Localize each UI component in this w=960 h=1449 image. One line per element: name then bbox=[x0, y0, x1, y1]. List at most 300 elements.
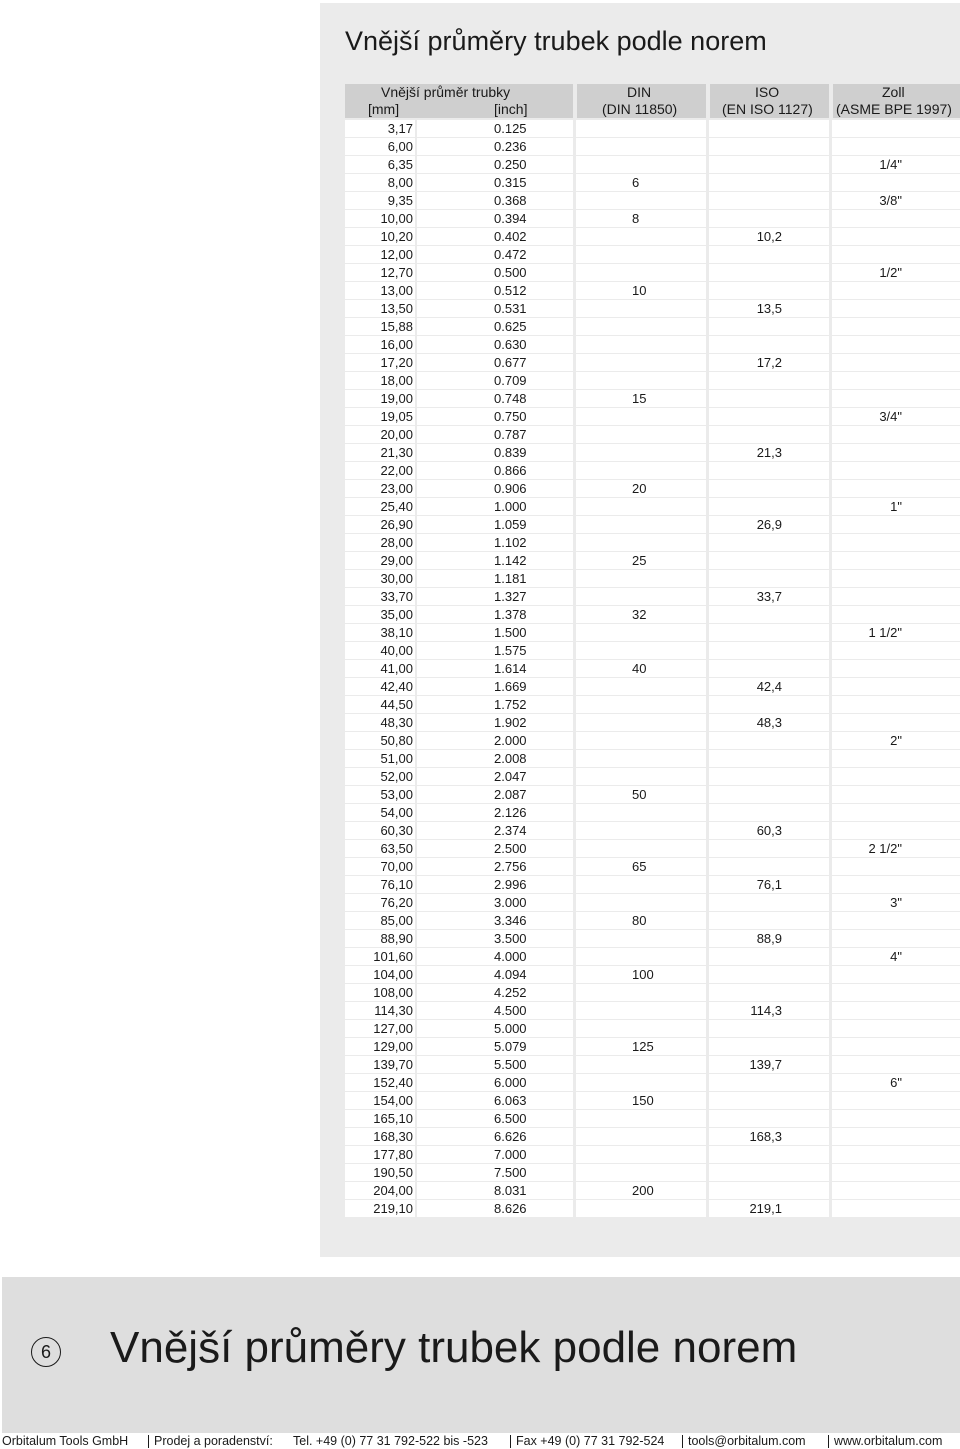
table-row bbox=[345, 1110, 960, 1127]
cell-mm-value: 41,00 bbox=[380, 661, 413, 676]
cell-zoll bbox=[832, 408, 960, 425]
cell-inch bbox=[417, 444, 573, 461]
cell-zoll bbox=[832, 876, 960, 893]
cell-inch bbox=[417, 804, 573, 821]
header-divider bbox=[829, 84, 833, 118]
cell-zoll bbox=[832, 444, 960, 461]
cell-inch bbox=[417, 228, 573, 245]
cell-zoll-value: 1 1/2" bbox=[868, 625, 902, 640]
cell-mm-value: 15,88 bbox=[380, 319, 413, 334]
cell-inch bbox=[417, 966, 573, 983]
cell-mm-value: 33,70 bbox=[380, 589, 413, 604]
cell-din bbox=[576, 228, 706, 245]
cell-iso bbox=[709, 1092, 829, 1109]
cell-inch-value: 2.126 bbox=[494, 805, 527, 820]
cell-din bbox=[576, 480, 706, 497]
cell-iso-value: 42,4 bbox=[756, 679, 782, 694]
cell-inch-value: 1.378 bbox=[494, 607, 527, 622]
cell-din bbox=[576, 1074, 706, 1091]
cell-iso bbox=[709, 390, 829, 407]
cell-inch-value: 0.531 bbox=[494, 301, 527, 316]
cell-inch bbox=[417, 426, 573, 443]
cell-mm-value: 204,00 bbox=[373, 1183, 413, 1198]
cell-inch bbox=[417, 1038, 573, 1055]
cell-din-value: 40 bbox=[632, 661, 647, 676]
cell-zoll bbox=[832, 984, 960, 1001]
cell-zoll bbox=[832, 246, 960, 263]
cell-zoll-value: 1/2" bbox=[879, 265, 902, 280]
table-row bbox=[345, 912, 960, 929]
cell-iso bbox=[709, 138, 829, 155]
table-row bbox=[345, 336, 960, 353]
cell-inch-value: 1.752 bbox=[494, 697, 527, 712]
cell-zoll-value: 2" bbox=[890, 733, 902, 748]
cell-iso bbox=[709, 1056, 829, 1073]
header-divider bbox=[706, 84, 710, 118]
cell-mm-value: 18,00 bbox=[380, 373, 413, 388]
cell-mm bbox=[345, 840, 415, 857]
table-row bbox=[345, 120, 960, 137]
table-row bbox=[345, 930, 960, 947]
cell-inch-value: 0.630 bbox=[494, 337, 527, 352]
cell-iso bbox=[709, 1164, 829, 1181]
cell-zoll bbox=[832, 192, 960, 209]
cell-mm-value: 40,00 bbox=[380, 643, 413, 658]
cell-din-value: 150 bbox=[632, 1093, 654, 1108]
cell-mm bbox=[345, 408, 415, 425]
cell-din bbox=[576, 750, 706, 767]
cell-din bbox=[576, 408, 706, 425]
cell-zoll bbox=[832, 894, 960, 911]
cell-inch bbox=[417, 1128, 573, 1145]
table-row bbox=[345, 210, 960, 227]
cell-din bbox=[576, 552, 706, 569]
cell-inch bbox=[417, 336, 573, 353]
table-body bbox=[345, 120, 960, 1218]
cell-zoll-value: 4" bbox=[890, 949, 902, 964]
table-row bbox=[345, 876, 960, 893]
cell-zoll bbox=[832, 264, 960, 281]
cell-mm-value: 17,20 bbox=[380, 355, 413, 370]
cell-zoll bbox=[832, 210, 960, 227]
cell-mm bbox=[345, 768, 415, 785]
cell-inch bbox=[417, 192, 573, 209]
cell-mm-value: 16,00 bbox=[380, 337, 413, 352]
table-row bbox=[345, 1128, 960, 1145]
footer-email[interactable]: tools@orbitalum.com bbox=[688, 1434, 806, 1448]
cell-inch bbox=[417, 1182, 573, 1199]
cell-inch bbox=[417, 552, 573, 569]
cell-din bbox=[576, 462, 706, 479]
header-inch: [inch] bbox=[494, 101, 528, 117]
cell-zoll bbox=[832, 120, 960, 137]
cell-din bbox=[576, 678, 706, 695]
table-row bbox=[345, 228, 960, 245]
cell-inch bbox=[417, 1092, 573, 1109]
cell-mm-value: 152,40 bbox=[373, 1075, 413, 1090]
footer-fax: Fax +49 (0) 77 31 792-524 bbox=[516, 1434, 665, 1448]
cell-inch-value: 0.709 bbox=[494, 373, 527, 388]
cell-mm bbox=[345, 804, 415, 821]
cell-mm bbox=[345, 534, 415, 551]
cell-mm-value: 23,00 bbox=[380, 481, 413, 496]
cell-zoll bbox=[832, 480, 960, 497]
cell-din bbox=[576, 930, 706, 947]
cell-inch bbox=[417, 696, 573, 713]
cell-inch bbox=[417, 1074, 573, 1091]
cell-iso bbox=[709, 696, 829, 713]
cell-iso bbox=[709, 318, 829, 335]
cell-iso-value: 139,7 bbox=[749, 1057, 782, 1072]
cell-inch bbox=[417, 1002, 573, 1019]
cell-iso-value: 114,3 bbox=[750, 1003, 782, 1018]
cell-zoll bbox=[832, 840, 960, 857]
cell-inch bbox=[417, 372, 573, 389]
cell-din-value: 10 bbox=[632, 283, 647, 298]
cell-inch-value: 2.047 bbox=[494, 769, 527, 784]
table-row bbox=[345, 1074, 960, 1091]
cell-zoll bbox=[832, 570, 960, 587]
cell-iso bbox=[709, 426, 829, 443]
cell-mm bbox=[345, 426, 415, 443]
cell-inch-value: 0.394 bbox=[494, 211, 527, 226]
cell-mm bbox=[345, 912, 415, 929]
cell-iso bbox=[709, 264, 829, 281]
cell-inch-value: 8.626 bbox=[494, 1201, 527, 1216]
cell-din-value: 32 bbox=[632, 607, 647, 622]
cell-inch bbox=[417, 732, 573, 749]
cell-mm-value: 25,40 bbox=[380, 499, 413, 514]
cell-inch-value: 0.402 bbox=[494, 229, 527, 244]
cell-zoll bbox=[832, 966, 960, 983]
table-row bbox=[345, 642, 960, 659]
table-row bbox=[345, 282, 960, 299]
cell-mm bbox=[345, 984, 415, 1001]
cell-din-value: 25 bbox=[632, 553, 647, 568]
cell-inch-value: 2.008 bbox=[494, 751, 527, 766]
table-row bbox=[345, 966, 960, 983]
cell-iso bbox=[709, 750, 829, 767]
cell-inch-value: 6.626 bbox=[494, 1129, 527, 1144]
cell-din-value: 200 bbox=[632, 1183, 654, 1198]
table-row bbox=[345, 1002, 960, 1019]
cell-zoll bbox=[832, 930, 960, 947]
cell-iso bbox=[709, 570, 829, 587]
cell-mm bbox=[345, 210, 415, 227]
cell-mm bbox=[345, 228, 415, 245]
cell-mm-value: 48,30 bbox=[380, 715, 413, 730]
cell-mm bbox=[345, 354, 415, 371]
cell-inch-value: 2.996 bbox=[494, 877, 527, 892]
cell-mm-value: 88,90 bbox=[380, 931, 413, 946]
cell-inch-value: 2.374 bbox=[494, 823, 527, 838]
cell-din bbox=[576, 498, 706, 515]
cell-zoll bbox=[832, 588, 960, 605]
cell-zoll bbox=[832, 1146, 960, 1163]
cell-inch-value: 1.000 bbox=[494, 499, 527, 514]
cell-inch bbox=[417, 498, 573, 515]
cell-zoll bbox=[832, 768, 960, 785]
table-row bbox=[345, 714, 960, 731]
cell-zoll bbox=[832, 750, 960, 767]
cell-zoll bbox=[832, 228, 960, 245]
table-row bbox=[345, 570, 960, 587]
cell-mm-value: 6,00 bbox=[387, 139, 413, 154]
table-row bbox=[345, 300, 960, 317]
cell-iso bbox=[709, 912, 829, 929]
cell-din bbox=[576, 948, 706, 965]
footer-contact bbox=[0, 1433, 960, 1449]
cell-zoll bbox=[832, 516, 960, 533]
cell-zoll bbox=[832, 1056, 960, 1073]
cell-mm bbox=[345, 894, 415, 911]
footer-sales: Prodej a poradenství: bbox=[154, 1434, 273, 1448]
cell-inch-value: 0.839 bbox=[494, 445, 527, 460]
cell-din-value: 20 bbox=[632, 481, 647, 496]
cell-zoll bbox=[832, 138, 960, 155]
cell-zoll-value: 3/8" bbox=[879, 193, 902, 208]
cell-iso bbox=[709, 498, 829, 515]
header-mm: [mm] bbox=[368, 101, 400, 117]
cell-mm-value: 26,90 bbox=[380, 517, 413, 532]
cell-mm bbox=[345, 1128, 415, 1145]
cell-inch bbox=[417, 912, 573, 929]
cell-mm bbox=[345, 966, 415, 983]
cell-iso bbox=[709, 1182, 829, 1199]
cell-iso-value: 219,1 bbox=[749, 1201, 782, 1216]
cell-mm-value: 60,30 bbox=[380, 823, 413, 838]
cell-inch bbox=[417, 480, 573, 497]
cell-din bbox=[576, 858, 706, 875]
cell-inch bbox=[417, 822, 573, 839]
cell-din bbox=[576, 444, 706, 461]
cell-iso bbox=[709, 480, 829, 497]
cell-inch-value: 5.500 bbox=[494, 1057, 527, 1072]
cell-iso bbox=[709, 948, 829, 965]
cell-mm bbox=[345, 336, 415, 353]
cell-mm-value: 50,80 bbox=[380, 733, 413, 748]
table-row bbox=[345, 624, 960, 641]
cell-inch bbox=[417, 840, 573, 857]
cell-mm bbox=[345, 714, 415, 731]
cell-din bbox=[576, 210, 706, 227]
header-din-standard: (DIN 11850) bbox=[602, 101, 678, 117]
table-row bbox=[345, 480, 960, 497]
table-row bbox=[345, 426, 960, 443]
cell-zoll bbox=[832, 174, 960, 191]
cell-mm-value: 20,00 bbox=[380, 427, 413, 442]
cell-din bbox=[576, 660, 706, 677]
cell-inch-value: 1.575 bbox=[494, 643, 527, 658]
footer-web[interactable]: www.orbitalum.com bbox=[834, 1434, 943, 1448]
cell-inch-value: 0.866 bbox=[494, 463, 527, 478]
cell-inch bbox=[417, 156, 573, 173]
page-title: Vnější průměry trubek podle norem bbox=[345, 26, 767, 56]
cell-iso bbox=[709, 642, 829, 659]
cell-inch-value: 0.512 bbox=[494, 283, 527, 298]
cell-zoll bbox=[832, 498, 960, 515]
cell-iso bbox=[709, 930, 829, 947]
cell-iso bbox=[709, 732, 829, 749]
cell-zoll bbox=[832, 1038, 960, 1055]
cell-iso bbox=[709, 354, 829, 371]
cell-din bbox=[576, 570, 706, 587]
cell-mm bbox=[345, 1200, 415, 1217]
cell-din bbox=[576, 516, 706, 533]
cell-iso-value: 168,3 bbox=[749, 1129, 782, 1144]
cell-iso bbox=[709, 624, 829, 641]
cell-mm bbox=[345, 156, 415, 173]
table-row bbox=[345, 408, 960, 425]
cell-din bbox=[576, 156, 706, 173]
table-row bbox=[345, 840, 960, 857]
cell-mm bbox=[345, 1002, 415, 1019]
cell-inch bbox=[417, 1200, 573, 1217]
cell-din bbox=[576, 642, 706, 659]
table-row bbox=[345, 372, 960, 389]
cell-iso bbox=[709, 1074, 829, 1091]
cell-iso bbox=[709, 1038, 829, 1055]
cell-zoll bbox=[832, 462, 960, 479]
table-row bbox=[345, 588, 960, 605]
cell-zoll bbox=[832, 354, 960, 371]
cell-mm-value: 168,30 bbox=[373, 1129, 413, 1144]
cell-zoll bbox=[832, 948, 960, 965]
cell-zoll bbox=[832, 390, 960, 407]
cell-din-value: 15 bbox=[632, 391, 647, 406]
cell-mm-value: 51,00 bbox=[380, 751, 413, 766]
cell-iso-value: 26,9 bbox=[756, 517, 782, 532]
cell-inch-value: 6.500 bbox=[494, 1111, 527, 1126]
cell-mm-value: 127,00 bbox=[373, 1021, 413, 1036]
table-row bbox=[345, 318, 960, 335]
cell-mm-value: 22,00 bbox=[380, 463, 413, 478]
cell-mm-value: 104,00 bbox=[373, 967, 413, 982]
cell-inch-value: 0.472 bbox=[494, 247, 527, 262]
table-row bbox=[345, 750, 960, 767]
cell-iso bbox=[709, 408, 829, 425]
cell-iso bbox=[709, 858, 829, 875]
footer-separator bbox=[828, 1435, 829, 1448]
cell-mm bbox=[345, 318, 415, 335]
cell-zoll bbox=[832, 534, 960, 551]
cell-din bbox=[576, 192, 706, 209]
cell-zoll bbox=[832, 678, 960, 695]
cell-mm-value: 10,20 bbox=[380, 229, 413, 244]
table-row bbox=[345, 1200, 960, 1217]
cell-iso bbox=[709, 444, 829, 461]
table-row bbox=[345, 534, 960, 551]
cell-iso bbox=[709, 768, 829, 785]
cell-mm bbox=[345, 588, 415, 605]
table-row bbox=[345, 1164, 960, 1181]
cell-iso bbox=[709, 534, 829, 551]
cell-din bbox=[576, 300, 706, 317]
cell-inch bbox=[417, 894, 573, 911]
cell-inch bbox=[417, 768, 573, 785]
cell-mm bbox=[345, 786, 415, 803]
cell-inch bbox=[417, 858, 573, 875]
cell-mm bbox=[345, 1092, 415, 1109]
header-iso-standard: (EN ISO 1127) bbox=[722, 101, 813, 117]
cell-inch bbox=[417, 750, 573, 767]
header-divider bbox=[573, 84, 577, 118]
cell-zoll bbox=[832, 1020, 960, 1037]
cell-mm-value: 108,00 bbox=[373, 985, 413, 1000]
cell-din bbox=[576, 804, 706, 821]
cell-mm bbox=[345, 372, 415, 389]
cell-mm-value: 52,00 bbox=[380, 769, 413, 784]
table-row bbox=[345, 156, 960, 173]
cell-zoll bbox=[832, 912, 960, 929]
cell-iso bbox=[709, 174, 829, 191]
cell-iso bbox=[709, 246, 829, 263]
cell-inch bbox=[417, 876, 573, 893]
table-row bbox=[345, 804, 960, 821]
cell-iso-value: 13,5 bbox=[756, 301, 782, 316]
cell-mm bbox=[345, 174, 415, 191]
cell-inch-value: 0.500 bbox=[494, 265, 527, 280]
cell-inch-value: 0.625 bbox=[494, 319, 527, 334]
cell-mm-value: 54,00 bbox=[380, 805, 413, 820]
cell-inch bbox=[417, 516, 573, 533]
cell-mm-value: 53,00 bbox=[380, 787, 413, 802]
cell-inch-value: 2.500 bbox=[494, 841, 527, 856]
cell-din bbox=[576, 1110, 706, 1127]
cell-din-value: 100 bbox=[632, 967, 654, 982]
table-row bbox=[345, 948, 960, 965]
cell-iso bbox=[709, 552, 829, 569]
cell-mm-value: 10,00 bbox=[380, 211, 413, 226]
cell-zoll bbox=[832, 642, 960, 659]
cell-inch-value: 4.000 bbox=[494, 949, 527, 964]
cell-inch bbox=[417, 246, 573, 263]
cell-mm-value: 12,00 bbox=[380, 247, 413, 262]
cell-iso bbox=[709, 714, 829, 731]
cell-din bbox=[576, 840, 706, 857]
cell-mm-value: 30,00 bbox=[380, 571, 413, 586]
cell-din bbox=[576, 120, 706, 137]
cell-inch bbox=[417, 1146, 573, 1163]
cell-iso bbox=[709, 156, 829, 173]
cell-inch bbox=[417, 588, 573, 605]
cell-mm bbox=[345, 480, 415, 497]
cell-mm bbox=[345, 390, 415, 407]
cell-din-value: 125 bbox=[632, 1039, 654, 1054]
cell-inch-value: 7.500 bbox=[494, 1165, 527, 1180]
cell-inch-value: 2.756 bbox=[494, 859, 527, 874]
table-row bbox=[345, 444, 960, 461]
cell-mm bbox=[345, 1164, 415, 1181]
cell-zoll-value: 1/4" bbox=[879, 157, 902, 172]
cell-mm bbox=[345, 822, 415, 839]
cell-din-value: 6 bbox=[632, 175, 640, 190]
cell-din bbox=[576, 1038, 706, 1055]
cell-mm bbox=[345, 624, 415, 641]
cell-inch-value: 1.669 bbox=[494, 679, 527, 694]
cell-din bbox=[576, 984, 706, 1001]
footer-tel: Tel. +49 (0) 77 31 792-522 bis -523 bbox=[293, 1434, 488, 1448]
cell-iso bbox=[709, 966, 829, 983]
table-row bbox=[345, 660, 960, 677]
cell-mm-value: 6,35 bbox=[387, 157, 413, 172]
cell-mm-value: 28,00 bbox=[380, 535, 413, 550]
cell-inch-value: 5.000 bbox=[494, 1021, 527, 1036]
cell-mm bbox=[345, 1182, 415, 1199]
cell-inch bbox=[417, 300, 573, 317]
cell-zoll bbox=[832, 552, 960, 569]
cell-iso bbox=[709, 372, 829, 389]
